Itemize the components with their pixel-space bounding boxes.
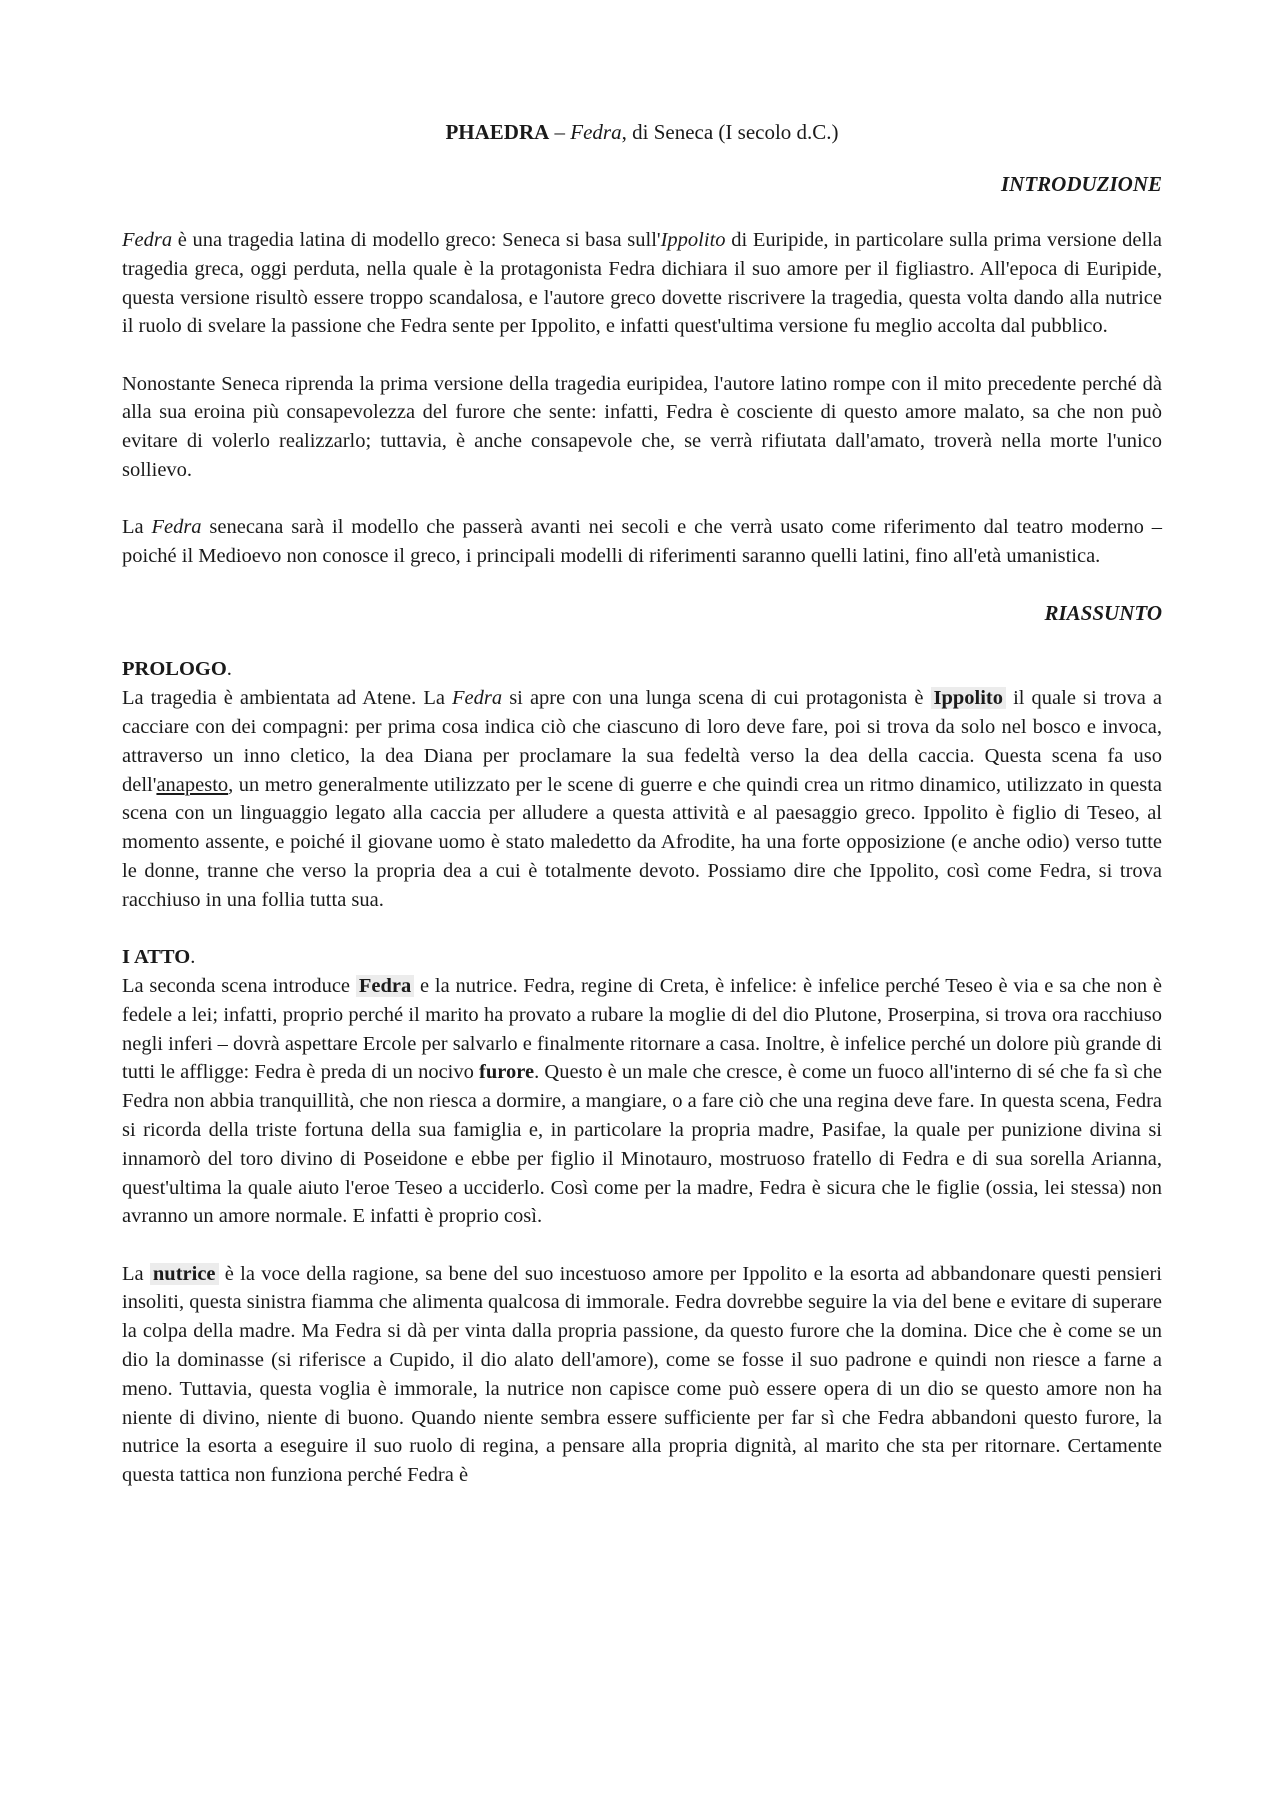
- atto1-heading-dot: .: [190, 946, 196, 969]
- intro-p3-italic-fedra: Fedra: [151, 516, 202, 539]
- intro-p1-text-a: è una tragedia latina di modello greco: Seneca si basa sull': [172, 229, 661, 251]
- prologo-heading-text: PROLOGO: [122, 658, 227, 681]
- prologo-italic-fedra: Fedra: [452, 687, 503, 710]
- prologo-text-b: si apre con una lunga scena di cui protagonista è: [502, 687, 931, 710]
- intro-p1-italic-ippolito: Ippolito: [660, 229, 726, 251]
- intro-paragraph-3: [122, 513, 1162, 571]
- intro-p1-italic-fedra: Fedra: [122, 229, 173, 251]
- atto1-p2-text-a: La: [122, 1262, 150, 1285]
- prologo-heading: [122, 655, 1162, 684]
- atto1-p1-text-b: e la nutrice. Fedra, regine di Creta, è infelice: è infelice perché Teseo è via e sa che non è fedele a lei; infatti, proprio perché il marito ha provato a rubare la moglie di del dio Plutone, Proserpina, si trova ora racchiuso negli inferi – dovrà aspettare Ercole per salvarlo e finalmente ritornare a casa. Inoltre, è infelice perché un dolore più grande di tutti le affligge: Fedra è preda di un nocivo: [122, 974, 1162, 1084]
- atto1-p1-text-a: La seconda scena introduce: [122, 974, 356, 997]
- prologo-heading-dot: .: [226, 658, 232, 681]
- title-dash: –: [549, 120, 571, 144]
- atto1-paragraph-2: [122, 1260, 1162, 1490]
- prologo-text-d: , un metro generalmente utilizzato per le scene di guerre e che quindi crea un ritmo dinamico, utilizzato in questa scena con un linguaggio legato alla caccia per alludere a questa attività e al paesaggio greco. Ippolito è figlio di Teseo, al momento assente, e poiché il giovane uomo è stato maledetto da Afrodite, ha una forte opposizione (e anche odio) verso tutte le donne, tranne che verso la propria dea a cui è totalmente devoto. Possiamo dire che Ippolito, così come Fedra, si trova racchiuso in una follia tutta sua.: [122, 773, 1162, 911]
- atto1-p1-text-c: . Questo è un male che cresce, è come un fuoco all'interno di sé che fa sì che Fedra non abbia tranquillità, che non riesca a dormire, a mangiare, o a fare ciò che una regina deve fare. In questa scena, Fedra si ricorda della triste fortuna della sua famiglia e, in particolare la propria madre, Pasifae, la quale per punizione divina si innamorò del toro divino di Poseidone e ebbe per figlio il Minotauro, mostruoso fratello di Fedra e di sua sorella Arianna, quest'ultima la quale aiuto l'eroe Teseo a ucciderlo. Così come per la madre, Fedra è sicura che le figlie (ossia, lei stessa) non avranno un amore normale. E infatti è proprio così.: [122, 1061, 1162, 1228]
- atto1-heading-text: I ATTO: [122, 946, 191, 969]
- atto1-paragraph-1: [122, 972, 1162, 1231]
- introduzione-heading: INTRODUZIONE: [1000, 172, 1162, 196]
- intro-p1-text-b: di Euripide, in particolare sulla prima versione della tragedia greca, oggi perduta, nella quale è la protagonista Fedra dichiara il suo amore per il figliastro. All'epoca di Euripide, questa versione risultò essere troppo scandalosa, e l'autore greco dovette riscrivere la tragedia, questa volta dando alla nutrice il ruolo di svelare la passione che Fedra sente per Ippolito, e infatti quest'ultima versione fu meglio accolta dal pubblico.: [122, 229, 1163, 338]
- prologo-text-a: La tragedia è ambientata ad Atene. La: [122, 687, 453, 710]
- intro-paragraph-1: [122, 226, 1162, 341]
- title-italic: Fedra: [570, 120, 622, 144]
- document-title: [122, 118, 1162, 146]
- intro-p3-text-b: senecana sarà il modello che passerà avanti nei secoli e che verrà usato come riferimento dal teatro moderno – poiché il Medioevo non conosce il greco, i principali modelli di riferimenti saranno quelli latini, fino all'età umanistica.: [122, 516, 1162, 568]
- underline-anapesto: anapesto: [156, 773, 229, 796]
- highlight-fedra: Fedra: [356, 975, 414, 997]
- highlight-ippolito: Ippolito: [931, 687, 1007, 709]
- highlight-nutrice: nutrice: [150, 1263, 219, 1285]
- atto1-heading: [122, 943, 1162, 972]
- atto1-p2-text-b: è la voce della ragione, sa bene del suo incestuoso amore per Ippolito e la esorta ad abbandonare questi pensieri insoliti, questa sinistra fiamma che alimenta qualcosa di immorale. Fedra dovrebbe seguire la via del bene e evitare di superare la colpa della madre. Ma Fedra si dà per vinta dalla propria passione, da questo furore che la domina. Dice che è come se un dio la dominasse (si riferisce a Cupido, il dio alato dell'amore), come se fosse il suo padrone e quindi non riesce a farne a meno. Tuttavia, questa voglia è immorale, la nutrice non capisce come può essere opera di un dio se questo amore non ha niente di divino, niente di buono. Quando niente sembra essere sufficiente per far sì che Fedra abbandoni questo furore, la nutrice la esorta a eseguire il suo ruolo di regina, a pensare alla propria dignità, al marito che sta per ritornare. Certamente questa tattica non funziona perché Fedra è: [122, 1262, 1163, 1487]
- title-rest: , di Seneca (I secolo d.C.): [621, 120, 839, 144]
- bold-furore: furore: [479, 1061, 535, 1084]
- prologo-text-c: il quale si trova a cacciare con dei compagni: per prima cosa indica ciò che ciascuno di loro deve fare, poi si trova da solo nel bosco e invoca, attraverso un inno cletico, la dea Diana per proclamare la sua fedeltà verso la dea della caccia. Questa scena fa uso dell': [122, 687, 1162, 796]
- document-page: [122, 118, 1162, 1490]
- riassunto-heading: RIASSUNTO: [1044, 601, 1162, 626]
- prologo-paragraph: [122, 684, 1162, 914]
- title-main: PHAEDRA: [445, 120, 550, 144]
- intro-p3-text-a: La: [122, 516, 152, 539]
- intro-paragraph-2: Nonostante Seneca riprenda la prima versione della tragedia euripidea, l'autore latino rompe con il mito precedente perché dà alla sua eroina più consapevolezza del furore che sente: infatti, Fedra è cosciente di questo amore malato, sa che non può evitare di volerlo realizzarlo; tuttavia, è anche consapevole che, se verrà rifiutata dall'amato, troverà nella morte l'unico sollievo.: [122, 372, 1162, 482]
